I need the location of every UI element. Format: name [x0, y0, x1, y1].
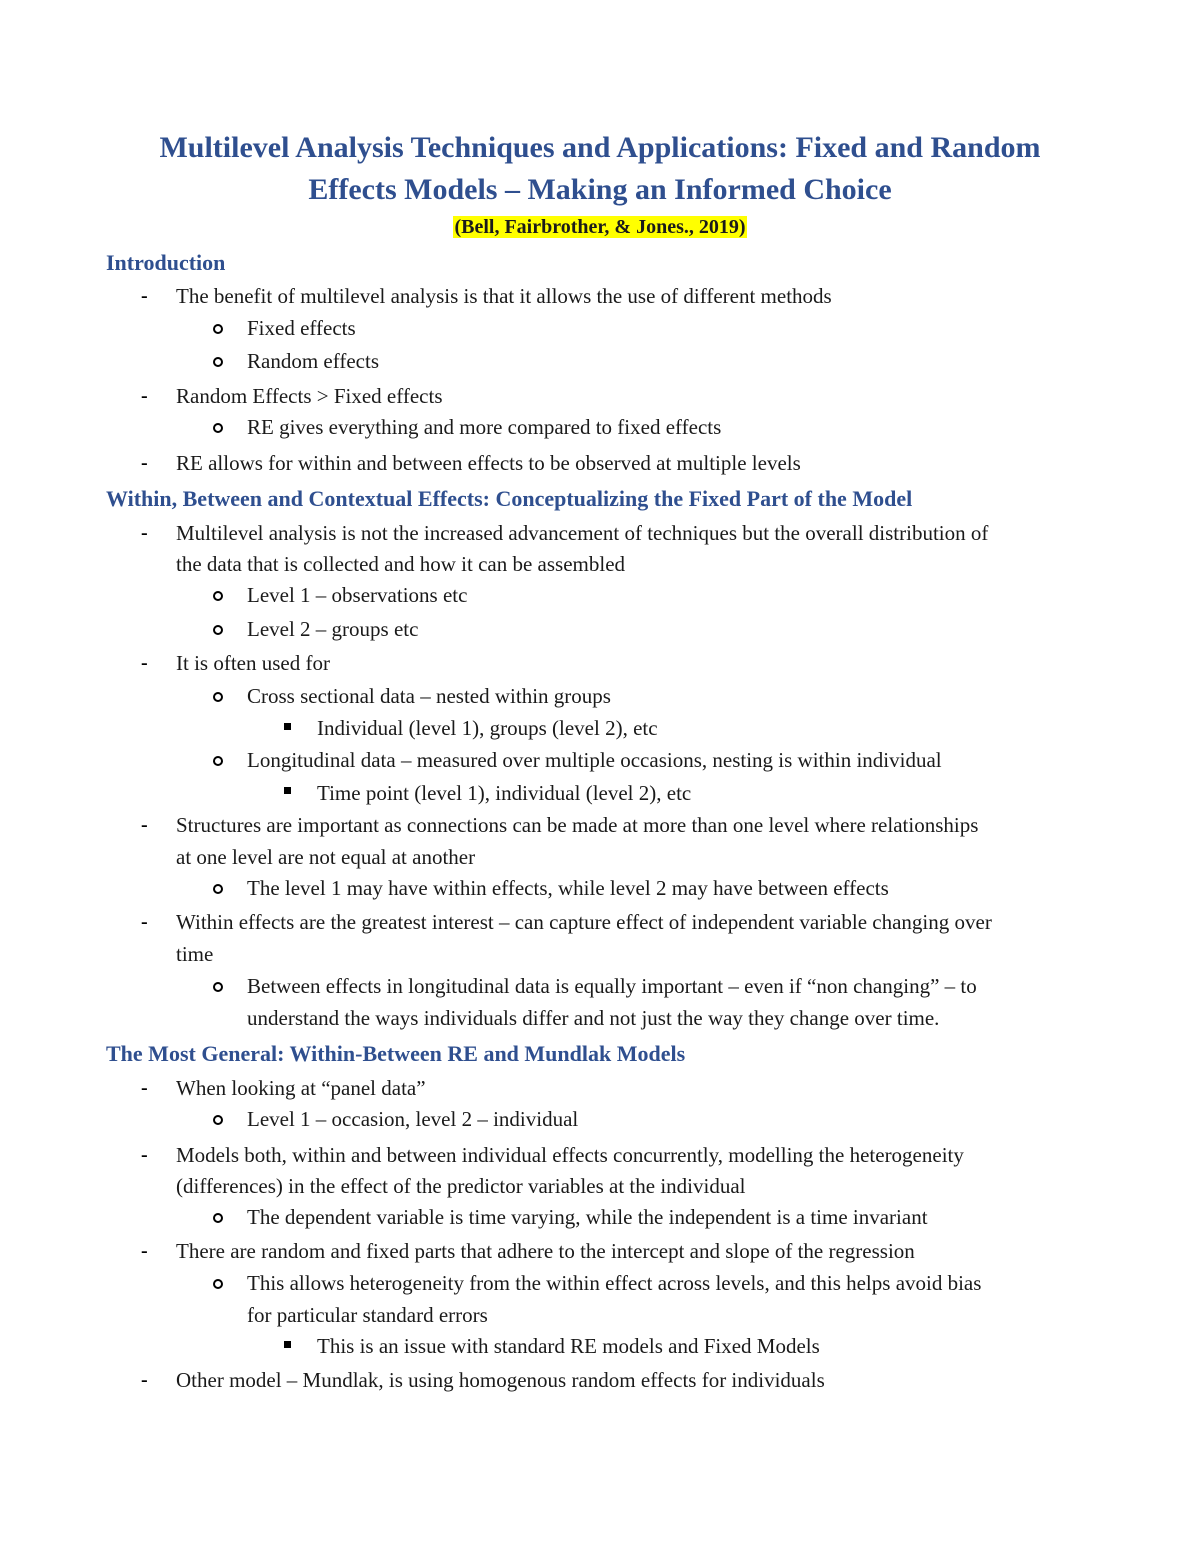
circle-bullet-icon	[213, 1279, 223, 1289]
list-item: Random effects	[247, 349, 379, 373]
list-item: Fixed effects	[247, 316, 356, 340]
circle-bullet-icon	[213, 692, 223, 702]
dash-bullet: -	[141, 652, 148, 674]
dash-bullet: -	[141, 285, 148, 307]
list-item: Level 1 – observations etc	[247, 583, 468, 607]
list-item-continuation: time	[176, 942, 214, 966]
dash-bullet: -	[141, 385, 148, 407]
list-item: Cross sectional data – nested within groups	[247, 684, 611, 708]
circle-bullet-icon	[213, 1213, 223, 1223]
document-title-line-2: Effects Models – Making an Informed Choice	[308, 173, 892, 206]
section-heading-introduction: Introduction	[106, 250, 226, 275]
list-item: When looking at “panel data”	[176, 1076, 426, 1100]
square-bullet-icon	[284, 723, 291, 730]
document-title-line-1: Multilevel Analysis Techniques and Applications: Fixed and Random	[159, 131, 1041, 164]
list-item: There are random and fixed parts that adhere to the intercept and slope of the regression	[176, 1239, 915, 1263]
list-item-continuation: at one level are not equal at another	[176, 845, 476, 869]
list-item: The benefit of multilevel analysis is that it allows the use of different methods	[176, 284, 832, 308]
circle-bullet-icon	[213, 625, 223, 635]
list-item: RE gives everything and more compared to fixed effects	[247, 415, 722, 439]
circle-bullet-icon	[213, 423, 223, 433]
list-item-continuation: the data that is collected and how it can be assembled	[176, 552, 626, 576]
circle-bullet-icon	[213, 982, 223, 992]
dash-bullet: -	[141, 1077, 148, 1099]
list-item: Individual (level 1), groups (level 2), etc	[317, 716, 658, 740]
citation-highlight: (Bell, Fairbrother, & Jones., 2019)	[454, 216, 746, 238]
dash-bullet: -	[141, 1240, 148, 1262]
list-item: Structures are important as connections can be made at more than one level where relationships	[176, 813, 979, 837]
section-heading-within-between: Within, Between and Contextual Effects: Conceptualizing the Fixed Part of the Model	[106, 486, 913, 511]
list-item-continuation: understand the ways individuals differ and not just the way they change over time.	[247, 1006, 940, 1030]
list-item: Level 1 – occasion, level 2 – individual	[247, 1107, 579, 1131]
list-item: The level 1 may have within effects, while level 2 may have between effects	[247, 876, 889, 900]
dash-bullet: -	[141, 1369, 148, 1391]
citation-block	[0, 213, 1200, 241]
list-item: The dependent variable is time varying, while the independent is a time invariant	[247, 1205, 928, 1229]
list-item: Time point (level 1), individual (level 2), etc	[317, 781, 692, 805]
list-item: Between effects in longitudinal data is equally important – even if “non changing” – to	[247, 974, 977, 998]
list-item: It is often used for	[176, 651, 330, 675]
list-item-continuation: for particular standard errors	[247, 1303, 488, 1327]
square-bullet-icon	[284, 787, 291, 794]
circle-bullet-icon	[213, 324, 223, 334]
list-item-continuation: (differences) in the effect of the predictor variables at the individual	[176, 1174, 746, 1198]
list-item: Multilevel analysis is not the increased advancement of techniques but the overall distribution of	[176, 521, 989, 545]
list-item: Level 2 – groups etc	[247, 617, 419, 641]
list-item: This is an issue with standard RE models and Fixed Models	[317, 1334, 820, 1358]
list-item: RE allows for within and between effects to be observed at multiple levels	[176, 451, 801, 475]
list-item: Random Effects > Fixed effects	[176, 384, 443, 408]
dash-bullet: -	[141, 814, 148, 836]
list-item: Longitudinal data – measured over multiple occasions, nesting is within individual	[247, 748, 942, 772]
dash-bullet: -	[141, 522, 148, 544]
dash-bullet: -	[141, 1144, 148, 1166]
circle-bullet-icon	[213, 357, 223, 367]
list-item: Other model – Mundlak, is using homogenous random effects for individuals	[176, 1368, 825, 1392]
list-item: Models both, within and between individual effects concurrently, modelling the heterogeneity	[176, 1143, 964, 1167]
circle-bullet-icon	[213, 591, 223, 601]
list-item: Within effects are the greatest interest – can capture effect of independent variable changing over	[176, 910, 992, 934]
dash-bullet: -	[141, 452, 148, 474]
dash-bullet: -	[141, 911, 148, 933]
list-item: This allows heterogeneity from the within effect across levels, and this helps avoid bias	[247, 1271, 982, 1295]
section-heading-most-general: The Most General: Within-Between RE and Mundlak Models	[106, 1041, 686, 1066]
circle-bullet-icon	[213, 1115, 223, 1125]
circle-bullet-icon	[213, 884, 223, 894]
square-bullet-icon	[284, 1341, 291, 1348]
circle-bullet-icon	[213, 756, 223, 766]
